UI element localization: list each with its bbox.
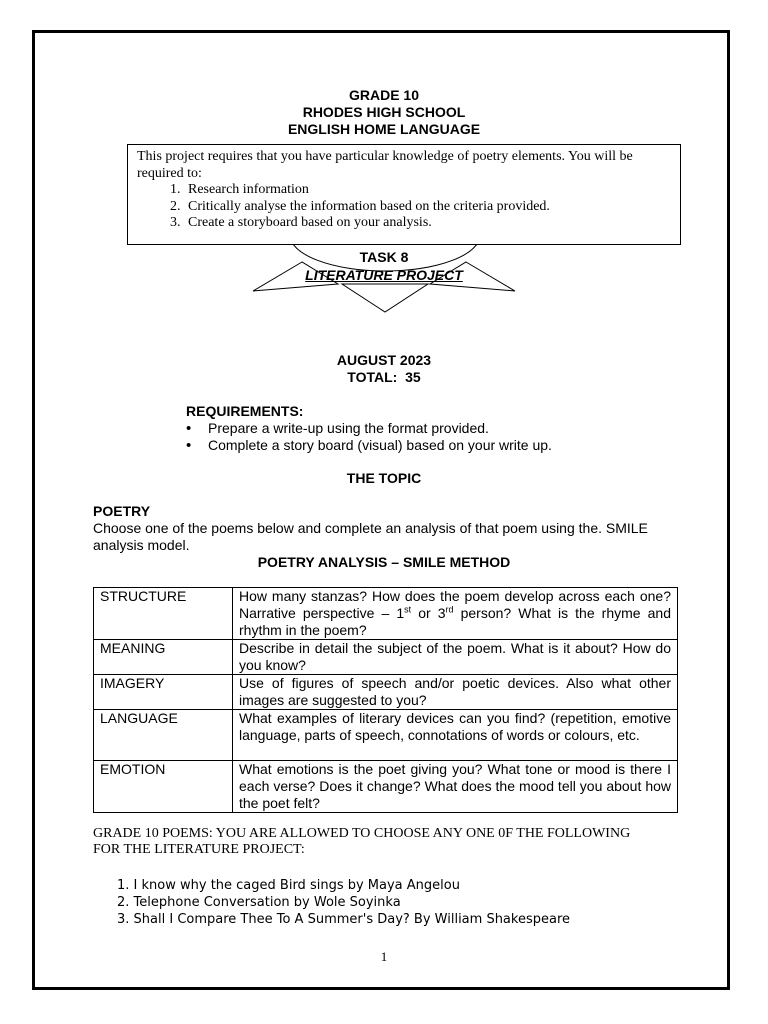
total-heading: TOTAL: 35	[347, 369, 421, 385]
list-item	[117, 911, 570, 928]
page-number: 1	[380, 949, 388, 964]
category-cell: IMAGERY	[94, 675, 233, 710]
intro-text: This project requires that you have particular knowledge of poetry elements. You will be required to:	[137, 149, 633, 181]
table-row	[94, 761, 678, 813]
poetry-description: Choose one of the poems below and complete an analysis of that poem using the. SMILE analysis model.	[93, 520, 648, 553]
poem-title: Shall I Compare Thee To A Summer's Day? By William Shakespeare	[133, 912, 571, 927]
question-cell: Use of figures of speech and/or poetic devices. Also what other images are suggested to you?	[233, 675, 678, 710]
poem-title: Telephone Conversation by Wole Soyinka	[133, 895, 401, 910]
question-cell: Describe in detail the subject of the poem. What is it about? How do you know?	[233, 640, 678, 675]
poems-intro: GRADE 10 POEMS: YOU ARE ALLOWED TO CHOOSE ANY ONE 0F THE FOLLOWING FOR THE LITERATURE PROJECT:	[93, 826, 631, 857]
star-bottom-point	[342, 284, 428, 312]
intro-box	[127, 144, 681, 245]
poem-number: 2.	[117, 895, 130, 910]
category-cell: LANGUAGE	[94, 710, 233, 761]
poem-title: I know why the caged Bird sings by Maya Angelou	[133, 878, 460, 893]
intro-steps	[137, 182, 672, 232]
poem-list	[117, 877, 570, 928]
poem-number: 1.	[117, 878, 130, 893]
category-cell: MEANING	[94, 640, 233, 675]
requirements-list	[186, 420, 552, 454]
smile-table	[93, 587, 678, 813]
poem-number: 3.	[117, 912, 130, 927]
requirement-item: • Prepare a write-up using the format provided.	[186, 420, 552, 437]
list-item	[117, 894, 570, 911]
question-cell: How many stanzas? How does the poem develop across each one? Narrative perspective – 1st or 3rd person? What is the rhyme and rhythm in the poem?	[233, 588, 678, 640]
task-subtitle: LITERATURE PROJECT	[305, 267, 463, 283]
table-row	[94, 710, 678, 761]
intro-step: 3. Create a storyboard based on your analysis.	[184, 215, 672, 232]
question-cell: What emotions is the poet giving you? What tone or mood is there I each verse? Does it change? What does the mood tell you about how the poet felt?	[233, 761, 678, 813]
category-cell: EMOTION	[94, 761, 233, 813]
subject-heading: ENGLISH HOME LANGUAGE	[287, 121, 481, 137]
question-cell: What examples of literary devices can you find? (repetition, emotive language, parts of speech, connotations of words or colours, etc.	[233, 710, 678, 761]
table-row	[94, 675, 678, 710]
table-row	[94, 640, 678, 675]
school-heading: RHODES HIGH SCHOOL	[302, 104, 466, 120]
intro-step: 2. Critically analyse the information based on the criteria provided.	[184, 199, 672, 216]
requirement-item: • Complete a story board (visual) based on your write up.	[186, 437, 552, 454]
intro-step: 1. Research information	[184, 182, 672, 199]
topic-heading: THE TOPIC	[346, 470, 422, 486]
task-title: TASK 8	[359, 249, 409, 265]
date-heading: AUGUST 2023	[336, 352, 432, 368]
requirements-heading: REQUIREMENTS:	[186, 403, 304, 419]
table-row	[94, 588, 678, 640]
list-item	[117, 877, 570, 894]
category-cell: STRUCTURE	[94, 588, 233, 640]
poetry-heading: POETRY	[93, 503, 151, 519]
grade-heading: GRADE 10	[348, 87, 420, 103]
smile-title: POETRY ANALYSIS – SMILE METHOD	[257, 554, 511, 570]
